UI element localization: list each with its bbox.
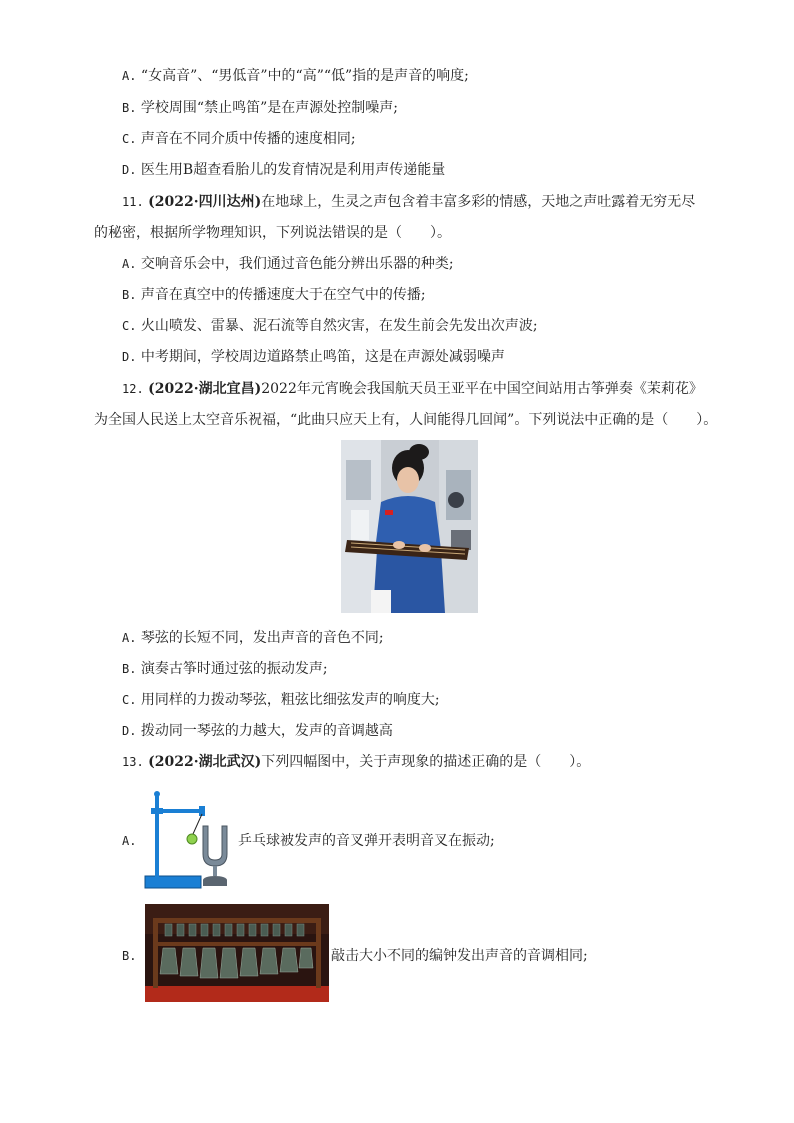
option-label: A. [122, 69, 137, 83]
q12-option-c [122, 690, 440, 710]
question-number: 11. [122, 195, 144, 209]
q11-option-b [122, 285, 426, 305]
question-stem-line1: 在地球上，生灵之声包含着丰富多彩的情感，天地之声吐露着无穷无尽 [261, 194, 696, 210]
bianzhong-photo [145, 904, 329, 1002]
q12-option-d [122, 721, 393, 741]
q10-option-b [122, 98, 398, 118]
option-label: C. [122, 693, 137, 707]
option-text: 用同样的力拨动琴弦，粗弦比细弦发声的响度大; [140, 692, 440, 708]
question-stem: 下列四幅图中，关于声现象的描述正确的是（ ）。 [261, 754, 591, 770]
q12-option-a [122, 628, 384, 648]
astronaut-guzheng-photo [341, 440, 478, 613]
q10-option-c [122, 129, 356, 149]
tuning-fork-diagram [143, 788, 237, 892]
option-label: D. [122, 724, 137, 738]
option-label: B. [122, 662, 137, 676]
q11-option-a [122, 254, 454, 274]
q10-option-a [122, 66, 469, 86]
option-text: 演奏古筝时通过弦的振动发声; [140, 661, 328, 677]
question-source: (2022·湖北武汉) [148, 754, 262, 770]
q13-option-a-label [122, 831, 136, 851]
option-text: 中考期间，学校周边道路禁止鸣笛，这是在声源处减弱噪声 [140, 349, 505, 365]
option-text: 医生用B超查看胎儿的发育情况是利用声传递能量 [140, 162, 446, 178]
option-label: B. [122, 288, 137, 302]
option-label: A. [122, 257, 137, 271]
q11-stem [122, 192, 695, 212]
option-label: A. [122, 631, 137, 645]
option-label: C. [122, 319, 137, 333]
option-text: “女高音”、“男低音”中的“高”“低”指的是声音的响度; [140, 68, 469, 84]
q13-stem [122, 752, 590, 772]
q13-option-a-text: 乒乓球被发声的音叉弹开表明音叉在振动; [238, 833, 495, 849]
q12-stem [122, 379, 703, 399]
q13-option-b-text: 敲击大小不同的编钟发出声音的音调相同; [331, 948, 588, 964]
question-number: 13. [122, 755, 144, 769]
q11-option-c [122, 316, 538, 336]
question-stem-line1: 2022年元宵晚会我国航天员王亚平在中国空间站用古筝弹奏《茉莉花》 [261, 381, 703, 397]
option-text: 声音在真空中的传播速度大于在空气中的传播; [140, 287, 426, 303]
q10-option-d [122, 160, 445, 180]
option-label: B. [122, 101, 137, 115]
q13-option-b-label [122, 946, 136, 966]
option-text: 学校周围“禁止鸣笛”是在声源处控制噪声; [140, 100, 398, 116]
option-text: 琴弦的长短不同，发出声音的音色不同; [140, 630, 384, 646]
question-source: (2022·湖北宜昌) [148, 381, 262, 397]
option-label: D. [122, 350, 137, 364]
question-source: (2022·四川达州) [148, 194, 262, 210]
option-text: 交响音乐会中，我们通过音色能分辨出乐器的种类; [140, 256, 454, 272]
option-label: D. [122, 163, 137, 177]
option-text: 火山喷发、雷暴、泥石流等自然灾害，在发生前会先发出次声波; [140, 318, 538, 334]
q11-stem-line2: 的秘密，根据所学物理知识，下列说法错误的是（ ）。 [94, 225, 451, 241]
q11-option-d [122, 347, 505, 367]
option-label: C. [122, 132, 137, 146]
option-label: A. [122, 834, 137, 848]
question-number: 12. [122, 382, 144, 396]
q12-stem-line2: 为全国人民送上太空音乐祝福，“此曲只应天上有，人间能得几回闻”。下列说法中正确的是（ ）。 [94, 412, 718, 428]
option-text: 拨动同一琴弦的力越大，发声的音调越高 [140, 723, 393, 739]
option-label: B. [122, 949, 137, 963]
option-text: 声音在不同介质中传播的速度相同; [140, 131, 356, 147]
q12-option-b [122, 659, 328, 679]
